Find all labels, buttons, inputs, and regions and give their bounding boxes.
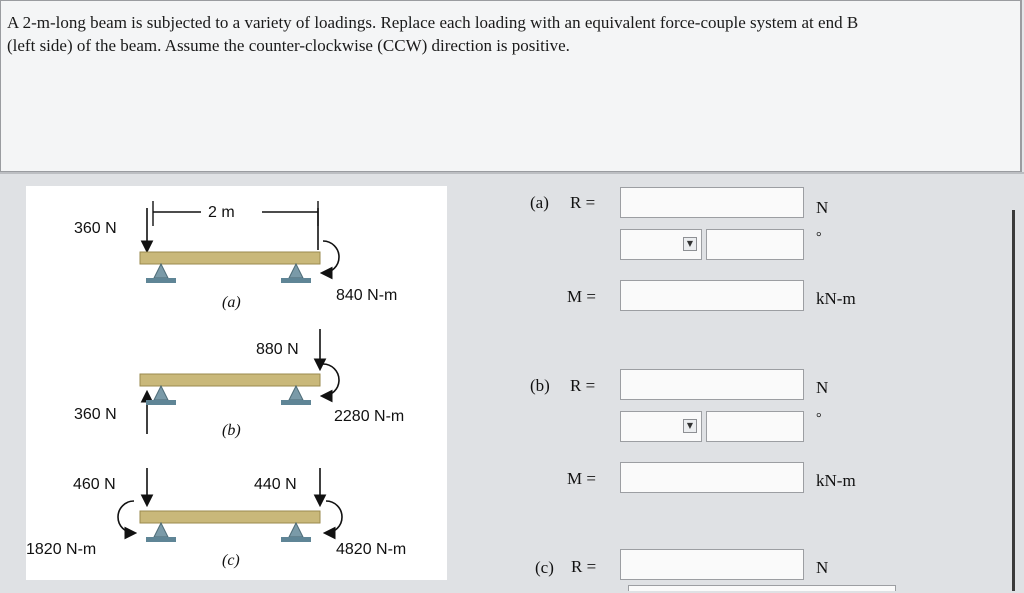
tag-c: (c)	[222, 552, 240, 569]
question-line-2: (left side) of the beam. Assume the counter-clockwise (CCW) direction is positive.	[7, 36, 570, 55]
part-b-m-unit: kN-m	[816, 471, 856, 490]
dimension-line	[153, 201, 318, 226]
part-a-r-input[interactable]	[620, 187, 804, 218]
label-b-moment: 2280 N-m	[334, 408, 405, 425]
label-c-force-left: 460 N	[73, 476, 116, 493]
part-b-m-input[interactable]	[620, 462, 804, 493]
part-b-r-label: R =	[570, 376, 596, 395]
chevron-down-icon[interactable]: ▼	[683, 419, 697, 433]
part-a-angle-unit: °	[816, 230, 822, 245]
part-b-r-unit: N	[816, 378, 829, 397]
tag-b: (b)	[222, 422, 241, 439]
question-panel	[0, 0, 1022, 172]
chevron-down-icon[interactable]: ▼	[683, 237, 697, 251]
part-a-m-input[interactable]	[620, 280, 804, 311]
part-a-m-label: M =	[567, 287, 596, 306]
moment-arc-b	[323, 364, 339, 396]
part-b-label: (b)	[530, 376, 550, 395]
beam-b-body	[140, 374, 320, 386]
beam-figure	[26, 186, 447, 580]
beam-c-body	[140, 511, 320, 523]
beam-b	[140, 329, 339, 434]
tag-a: (a)	[222, 294, 241, 311]
part-b-direction-select[interactable]	[620, 411, 702, 442]
part-a-m-unit: kN-m	[816, 289, 856, 308]
part-a-angle-input[interactable]	[706, 229, 804, 260]
part-a-r-unit: N	[816, 198, 829, 217]
part-c-r-input[interactable]	[620, 549, 804, 580]
beam-diagrams-svg	[26, 186, 447, 580]
moment-arc-c-right	[326, 501, 342, 533]
question-line-1: A 2-m-long beam is subjected to a variety of loadings. Replace each loading with an equivalent force-couple system at end B	[7, 13, 859, 32]
question-text	[7, 11, 1012, 57]
label-a-moment: 840 N-m	[336, 287, 398, 304]
part-c-r-unit: N	[816, 558, 829, 577]
part-c-label: (c)	[535, 558, 554, 577]
part-a-direction-select[interactable]	[620, 229, 702, 260]
part-b-angle-input[interactable]	[706, 411, 804, 442]
next-input-partial[interactable]	[628, 585, 896, 591]
part-b-m-label: M =	[567, 469, 596, 488]
label-c-moment-right: 4820 N-m	[336, 541, 407, 558]
part-a-label: (a)	[530, 193, 549, 212]
label-b-force-bottom: 360 N	[74, 406, 117, 423]
part-a-r-label: R =	[570, 193, 596, 212]
part-c-r-label: R =	[571, 557, 597, 576]
part-b-r-input[interactable]	[620, 369, 804, 400]
beam-c	[118, 468, 342, 542]
label-a-force-left: 360 N	[74, 220, 117, 237]
scrollbar[interactable]	[1012, 210, 1015, 591]
beam-a	[140, 208, 339, 283]
beam-a-body	[140, 252, 320, 264]
label-c-force-right: 440 N	[254, 476, 297, 493]
label-c-moment-left: 1820 N-m	[26, 541, 97, 558]
label-length: 2 m	[208, 204, 235, 221]
moment-arc-c-left	[118, 501, 134, 533]
label-b-force-top: 880 N	[256, 341, 299, 358]
part-b-angle-unit: °	[816, 411, 822, 426]
moment-arc-a	[323, 241, 339, 273]
